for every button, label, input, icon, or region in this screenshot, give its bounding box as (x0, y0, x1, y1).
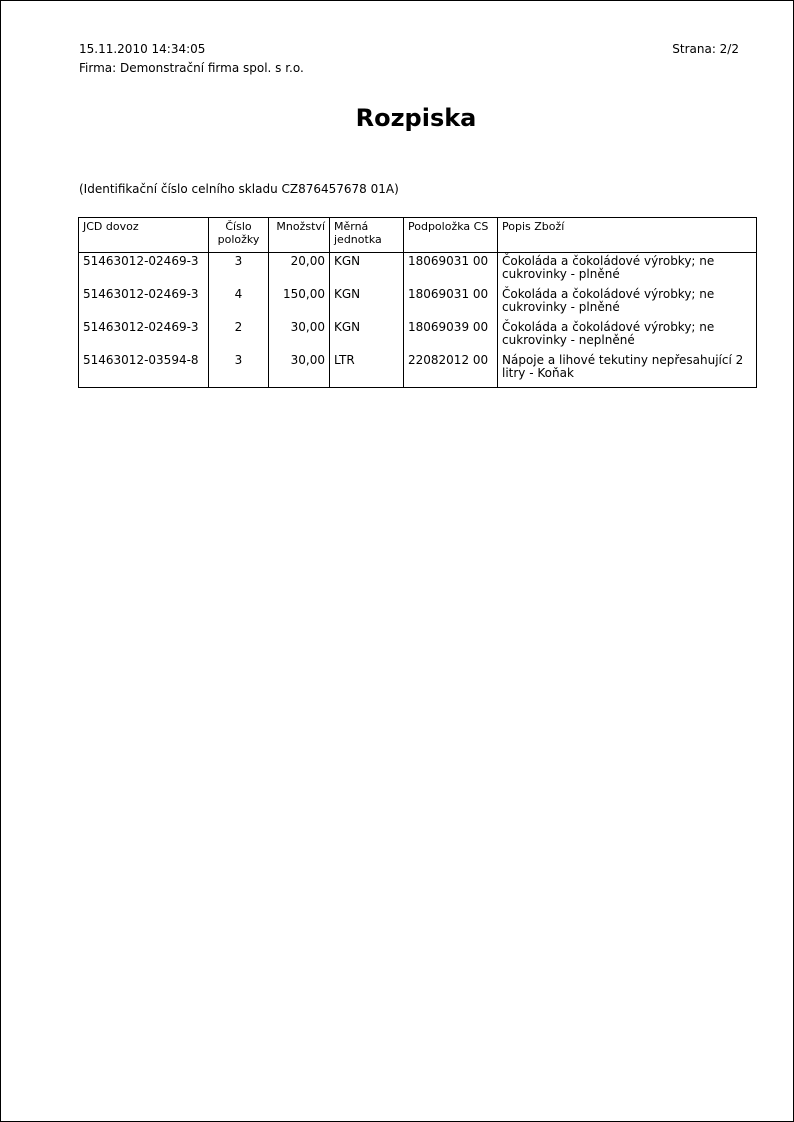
cell-unit: LTR (330, 352, 404, 388)
cell-subitem: 22082012 00 (404, 352, 498, 388)
column-header-jcd: JCD dovoz (79, 218, 209, 253)
column-header-desc: Popis Zboží (498, 218, 757, 253)
table-row (79, 253, 757, 287)
table-header-row (79, 218, 757, 253)
warehouse-identification: (Identifikační číslo celního skladu CZ876457678 01A) (79, 182, 399, 196)
cell-subitem: 18069039 00 (404, 319, 498, 352)
cell-item-no: 2 (209, 319, 269, 352)
column-header-quantity: Množství (269, 218, 330, 253)
cell-quantity: 20,00 (269, 253, 330, 287)
cell-item-no: 3 (209, 352, 269, 388)
column-header-item-no: Číslo položky (209, 218, 269, 253)
cell-quantity: 30,00 (269, 319, 330, 352)
cell-item-no: 3 (209, 253, 269, 287)
cell-subitem: 18069031 00 (404, 286, 498, 319)
cell-unit: KGN (330, 253, 404, 287)
firm-name: Firma: Demonstrační firma spol. s r.o. (79, 61, 304, 75)
table-row (79, 286, 757, 319)
cell-desc: Čokoláda a čokoládové výrobky; ne cukrovinky - plněné (498, 286, 757, 319)
cell-item-no: 4 (209, 286, 269, 319)
print-datetime: 15.11.2010 14:34:05 (79, 42, 206, 56)
report-title: Rozpiska (355, 104, 477, 132)
cell-desc: Čokoláda a čokoládové výrobky; ne cukrovinky - plněné (498, 253, 757, 287)
cell-unit: KGN (330, 319, 404, 352)
cell-unit: KGN (330, 286, 404, 319)
cell-desc: Nápoje a lihové tekutiny nepřesahující 2 litry - Koňak (498, 352, 757, 388)
cell-quantity: 150,00 (269, 286, 330, 319)
cell-quantity: 30,00 (269, 352, 330, 388)
cell-jcd: 51463012-02469-3 (79, 253, 209, 287)
items-table (78, 217, 757, 388)
cell-subitem: 18069031 00 (404, 253, 498, 287)
cell-desc: Čokoláda a čokoládové výrobky; ne cukrovinky - neplněné (498, 319, 757, 352)
column-header-unit: Měrná jednotka (330, 218, 404, 253)
table-row (79, 352, 757, 388)
table-row (79, 319, 757, 352)
cell-jcd: 51463012-02469-3 (79, 286, 209, 319)
cell-jcd: 51463012-02469-3 (79, 319, 209, 352)
column-header-subitem: Podpoložka CS (404, 218, 498, 253)
cell-jcd: 51463012-03594-8 (79, 352, 209, 388)
page-number: Strana: 2/2 (672, 42, 739, 56)
